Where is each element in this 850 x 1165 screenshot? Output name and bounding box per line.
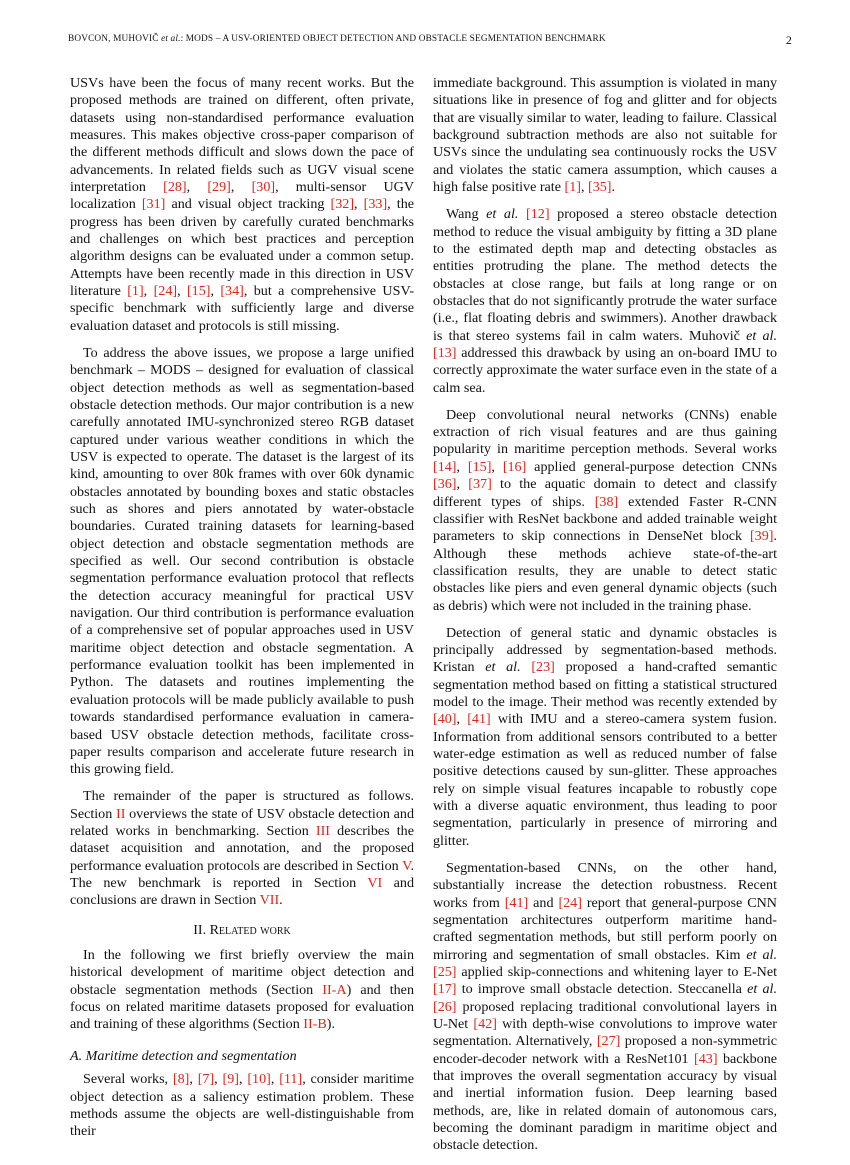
citation-link[interactable]: [42]: [473, 1016, 497, 1033]
text-run: extended Faster R-CNN classifier with ResNet backbone and added trainable weight parameters to skip connections in DenseNet block: [433, 493, 777, 545]
paragraph: [70, 947, 414, 1034]
citation-link[interactable]: [1]: [564, 179, 581, 196]
text-run: [518, 206, 526, 222]
text-run: and: [528, 894, 559, 911]
section-heading: II. Related work: [193, 922, 291, 938]
text-run: , consider maritime object detection as a saliency estimation problem. These methods assume the objects are well-distinguishable from their: [70, 1071, 415, 1140]
citation-link[interactable]: [43]: [694, 1050, 718, 1067]
citation-link[interactable]: II-B: [303, 1016, 327, 1033]
running-title: [68, 34, 606, 44]
citation-link[interactable]: [16]: [502, 458, 527, 475]
text-run: ,: [214, 1071, 223, 1088]
text-run: Detection of general static and dynamic obstacles is principally addressed by segmentation-based methods. Kristan: [433, 624, 777, 676]
citation-link[interactable]: [27]: [596, 1033, 621, 1050]
text-run: and conclusions are drawn in Section: [70, 875, 414, 909]
text-run: ,: [270, 1071, 280, 1088]
header-title: : MODS – A USV-ORIENTED OBJECT DETECTION AND OBSTACLE SEGMENTATION BENCHMARK: [180, 34, 606, 44]
text-run: To address the above issues, we propose a large unified benchmark – MODS – designed for evaluation of classical object detection methods as well as segmentation-based obstacle detection methods. Our major contribution is a new carefully annotated IMU-synchronized stereo RGB dataset captured under various weather conditions in which the USV is expected to operate. The dataset is the largest of its kind, amounting to over 80k frames with over 60k dynamic obstacles annotated by bounding boxes and static obstacles such as shores and piers annotated by water-obstacle boundaries. Curated training datasets for learning-based object detection and obstacle segmentation methods are specified as well. Our second contribution is obstacle segmentation performance evaluation protocol that reflects the detection accuracy meaningful for practical USV navigation. Our third contribution is performance evaluation of a comprehensive set of popular approaches used in USV maritime object detection and obstacle segmentation. A performance evaluation toolkit has been implemented in Python. The datasets and routines implementing the evaluation protocols will be made publicly available to push towards standardised performance evaluation in camera-based USV obstacle detection methods, facilitate cross-paper results comparison and accelerate future research in this growing field.: [70, 344, 414, 778]
citation-link[interactable]: [15]: [186, 283, 211, 300]
text-run: ,: [456, 458, 468, 475]
text-run: The remainder of the paper is structured as follows. Section: [70, 788, 414, 822]
text-run: ,: [456, 711, 468, 728]
citation-link[interactable]: [26]: [433, 998, 457, 1015]
citation-link[interactable]: [40]: [433, 711, 457, 728]
text-run: . Although these methods achieve state-of-the-art classification results, they are unable to detect static obstacles like piers and even general dynamic objects (such as debris) which were not included in the training phase.: [433, 528, 777, 614]
text-run: ,: [580, 179, 588, 196]
text-run: Segmentation-based CNNs, on the other hand, substantially increase the detection robustness. Recent works from: [433, 859, 777, 911]
page-number: 2: [785, 33, 792, 47]
paragraph: [433, 860, 777, 1155]
citation-link[interactable]: [24]: [558, 894, 582, 911]
text-run: applied skip-connections and whitening layer to E-Net: [456, 964, 777, 981]
citation-link[interactable]: [35]: [588, 179, 612, 196]
citation-link[interactable]: [11]: [279, 1071, 303, 1088]
subsection-heading: A. Maritime detection and segmentation: [70, 1047, 297, 1064]
text-run: immediate background. This assumption is violated in many situations like in presence of fog and glitter and for objects that are visually similar to water, leading to failure. Classical background subtraction methods are also not suitable for USVs since the undulating sea continuously rocks the USV and violates the static camera assumption, which causes a high false positive rate: [433, 75, 777, 196]
citation-link[interactable]: [10]: [247, 1071, 271, 1088]
text-run: [521, 659, 532, 675]
citation-link[interactable]: [41]: [504, 894, 529, 911]
citation-link[interactable]: [29]: [207, 179, 231, 196]
text-run: ,: [456, 476, 469, 493]
paragraph: [70, 788, 414, 909]
citation-link[interactable]: [32]: [330, 196, 355, 213]
italic-text: et al.: [747, 981, 777, 998]
citation-link[interactable]: [30]: [251, 179, 276, 196]
italic-text: et al.: [746, 946, 777, 963]
text-run: to improve small obstacle detection. Steccanella: [456, 981, 748, 998]
citation-link[interactable]: [34]: [220, 283, 244, 300]
citation-link[interactable]: [23]: [531, 659, 555, 676]
text-run: , but a comprehensive USV-specific benchmark with sufficiently large and diverse evaluation dataset and protocols is still missing.: [70, 283, 415, 334]
citation-link[interactable]: III: [315, 823, 331, 840]
header-etal: et al.: [161, 34, 181, 44]
text-run: proposed a hand-crafted semantic segmentation method based on fitting a statistical structured model to the image. Their method was recently extended by: [433, 659, 777, 711]
citation-link[interactable]: [7]: [197, 1071, 215, 1088]
text-run: , multi-sensor UGV localization: [70, 179, 414, 213]
text-run: describes the dataset acquisition and annotation, and the proposed performance evaluation protocols are described in Section: [70, 823, 414, 874]
citation-link[interactable]: [24]: [153, 283, 178, 300]
citation-link[interactable]: [36]: [433, 476, 457, 493]
paragraph: [433, 407, 777, 615]
citation-link[interactable]: [15]: [467, 458, 492, 475]
text-run: report that general-purpose CNN segmentation architectures outperform maritime hand-crafted segmentation methods, but still perform poorly on mirroring and segmentation of small obstacles. Kim: [433, 894, 777, 963]
text-run: ,: [230, 179, 252, 196]
citation-link[interactable]: [25]: [433, 964, 457, 981]
citation-link[interactable]: [1]: [127, 283, 144, 300]
text-run: .: [279, 892, 283, 909]
citation-link[interactable]: II: [116, 805, 126, 822]
citation-link[interactable]: [41]: [467, 711, 491, 728]
text-run: addressed this drawback by using an on-board IMU to correctly approximate the water surface even in the state of a calm sea.: [433, 344, 777, 396]
text-run: with depth-wise convolutions to improve water segmentation. Alternatively,: [433, 1016, 777, 1050]
left-column: [70, 75, 414, 1150]
text-run: .: [611, 179, 616, 196]
italic-text: et al.: [486, 206, 519, 223]
paragraph: [70, 1071, 414, 1140]
text-run: backbone that improves the overall segmentation accuracy by visual and inertial information fusion. Deep learning based methods, are, like in related domain of autonomous cars, becoming the dominant paradigm in maritime object and obstacle detection.: [433, 1050, 777, 1154]
text-run: , the progress has been driven by carefully curated benchmarks and challenges on which best practices and perception algorithm designs can be evaluated under a common setup. Attempts have been recently made in this direction in USV literature: [70, 196, 415, 300]
text-run: ).: [326, 1016, 335, 1033]
text-run: ,: [177, 283, 187, 300]
italic-text: et al.: [485, 659, 521, 676]
citation-link[interactable]: [39]: [749, 528, 774, 545]
citation-link[interactable]: [31]: [141, 196, 166, 213]
citation-link[interactable]: [33]: [363, 196, 388, 213]
citation-link[interactable]: [13]: [433, 344, 457, 361]
citation-link[interactable]: VI: [367, 875, 383, 892]
text-run: and visual object tracking: [165, 196, 331, 213]
text-run: with IMU and a stereo-camera system fusion. Information from additional sensors contributed to a better water-edge estimation as well as reduced number of false positive detections caused by sun-glitter. These approaches rely on simple visual features incapable to robustly cope with a diverse aquatic environment, thus leading to poor segmentation, particularly in presence of mirroring and glitter.: [433, 711, 777, 849]
text-run: Wang: [446, 206, 487, 223]
citation-link[interactable]: [17]: [433, 981, 457, 998]
paragraph: [433, 75, 777, 196]
citation-link[interactable]: VII: [259, 892, 280, 909]
text-run: ,: [186, 179, 208, 196]
running-header: [58, 34, 792, 50]
text-run: overviews the state of USV obstacle detection and related works in benchmarking. Section: [70, 805, 414, 840]
text-run: USVs have been the focus of many recent works. But the proposed methods are trained on different, often private, datasets using non-standardised performance evaluation measures. This makes objective cross-paper comparison of the different methods difficult and slows down the pace of advancements. In related fields such as UGV visual scene interpretation: [70, 75, 414, 196]
text-run: proposed a stereo obstacle detection method to reduce the visual ambiguity by fitting a 3D plane to the estimated depth map and detecting obstacles as entities protruding the plane. The method detects the obstacles at close range, but fails at long range or on obstacles that do not significantly protrude the water surface (i.e., flat floating debris and swimmers). Another drawback is that stereo systems fail in calm waters. Muhovič: [433, 206, 778, 344]
text-run: proposed replacing traditional convolutional layers in U-Net: [433, 998, 777, 1033]
paragraph: [70, 75, 414, 335]
text-run: ,: [210, 283, 221, 300]
text-run: Several works,: [83, 1071, 173, 1088]
right-column: [433, 75, 777, 1165]
text-run: to the aquatic domain to detect and classify different types of ships.: [433, 476, 778, 510]
text-run: In the following we first briefly overview the main historical development of maritime object detection and obstacle segmentation methods (Section: [70, 947, 414, 998]
citation-link[interactable]: [28]: [163, 179, 187, 196]
citation-link[interactable]: [9]: [222, 1071, 239, 1088]
paragraph: [433, 206, 777, 397]
citation-link[interactable]: [8]: [172, 1071, 190, 1088]
text-run: applied general-purpose detection CNNs: [526, 458, 778, 475]
text-run: ) and then focus on related maritime datasets proposed for evaluation and training of these algorithms (Section: [70, 981, 414, 1033]
citation-link[interactable]: [38]: [594, 493, 619, 510]
text-run: ,: [491, 458, 503, 475]
citation-link[interactable]: II-A: [322, 981, 347, 998]
citation-link[interactable]: V: [402, 857, 411, 874]
text-run: ,: [354, 196, 364, 213]
italic-text: et al.: [746, 327, 777, 344]
text-run: ,: [189, 1071, 198, 1088]
text-run: . The new benchmark is reported in Section: [70, 857, 414, 892]
text-run: Deep convolutional neural networks (CNNs) enable extraction of rich visual features and are thus gaining popularity in maritime perception methods. Several works: [433, 406, 777, 458]
citation-link[interactable]: [37]: [468, 476, 492, 493]
header-authors: BOVCON, MUHOVIČ: [68, 34, 159, 44]
paragraph: [433, 625, 777, 850]
text-run: ,: [238, 1071, 248, 1088]
citation-link[interactable]: [14]: [433, 458, 457, 475]
citation-link[interactable]: [12]: [526, 206, 550, 223]
paragraph: [70, 345, 414, 779]
text-run: proposed a non-symmetric encoder-decoder network with a ResNet101: [433, 1033, 778, 1067]
text-run: ,: [143, 283, 154, 300]
